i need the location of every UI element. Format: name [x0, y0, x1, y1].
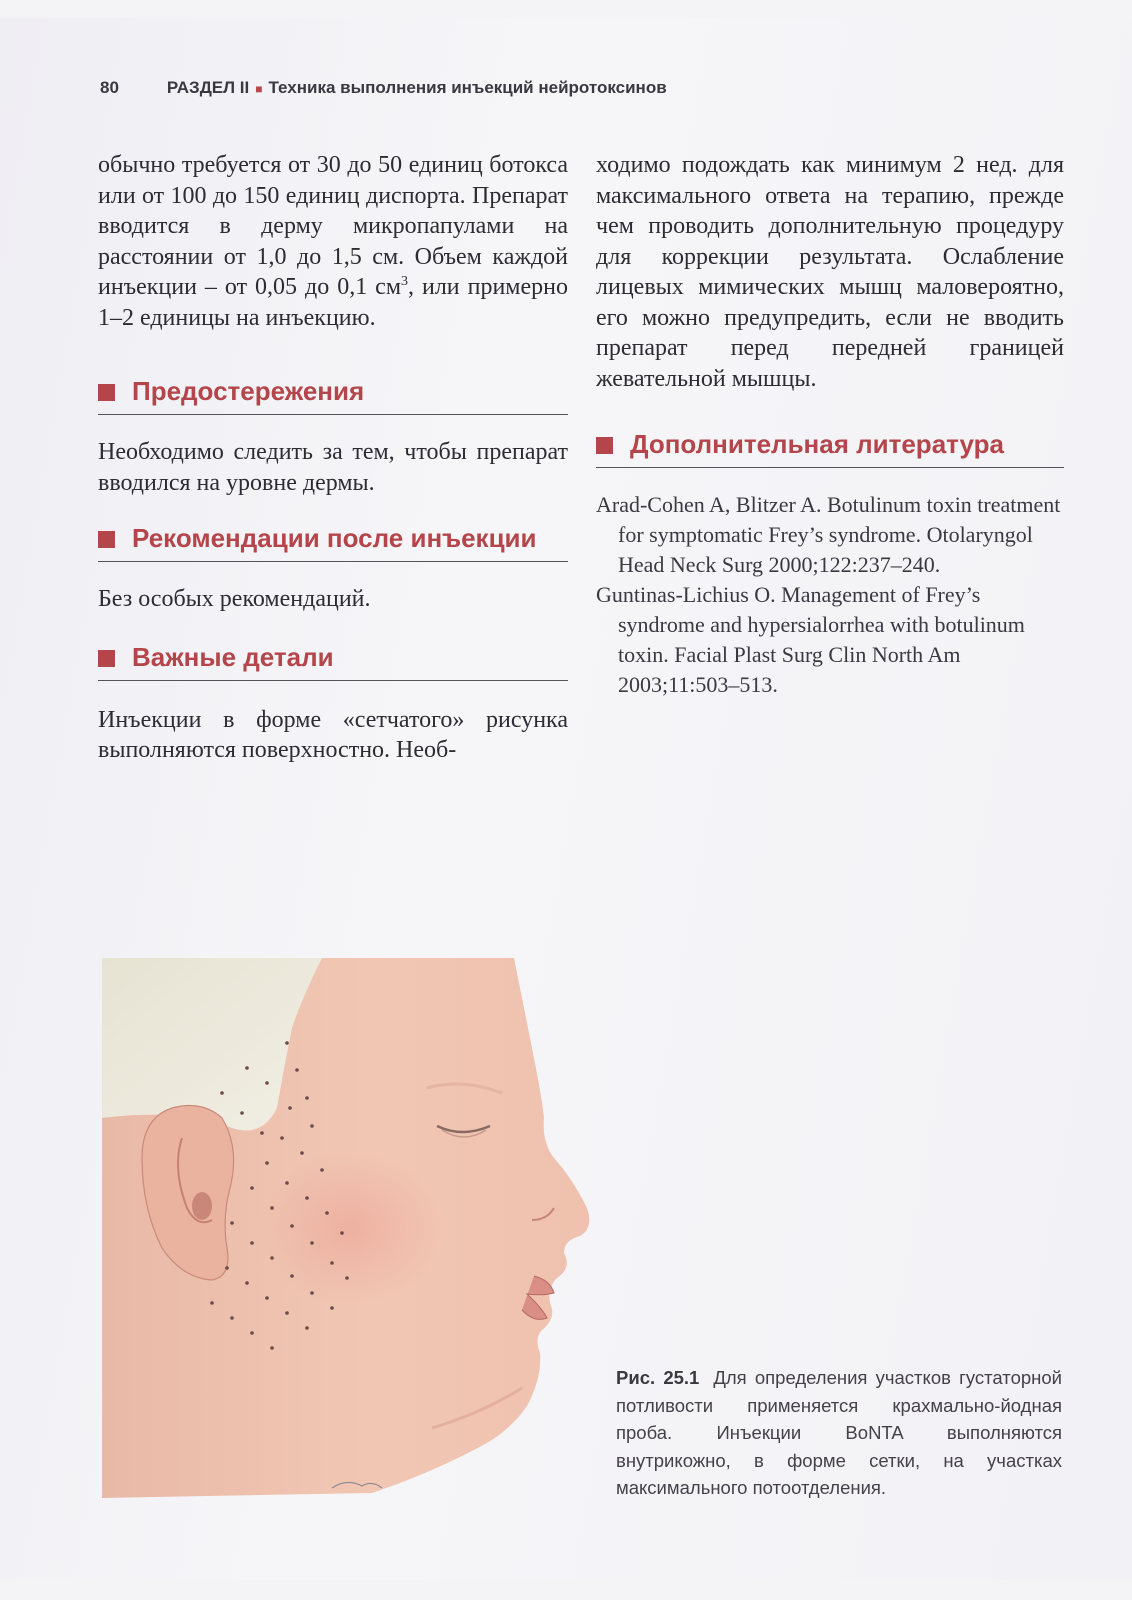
separator-square-icon: ■	[255, 82, 263, 96]
heading-text: Важные детали	[132, 641, 334, 672]
heading-text: Рекомендации после инъекции	[132, 523, 537, 553]
chapter-title: Техника выполнения инъекций нейротоксинов	[268, 78, 667, 97]
reference-list	[596, 490, 1064, 700]
section-label: РАЗДЕЛ II	[166, 78, 250, 97]
heading-text: Дополнительная литература	[630, 429, 1004, 459]
heading-square-icon	[98, 650, 115, 667]
precautions-text: Необходимо следить за тем, чтобы препарат вводился на уровне дермы.	[98, 439, 568, 496]
details-text: Инъекции в форме «сетчатого» рисунка выполняются поверхностно. Необ-	[98, 706, 568, 763]
intro-text: обычно требуется от 30 до 50 единиц ботокса или от 100 до 150 единиц диспорта. Препарат вводится в дерму микропапулами на расстоянии от 1,0 до 1,5 см. Объем каждой инъекции – от 0,05 до 0,1 см	[98, 152, 568, 300]
caption-text: Для определения участков густаторной потливости применяется крахмально-йодная проба. Инъекции BoNTA выполняются внутрикожно, в форме сетки, на участках максимального потоотделения.	[616, 1367, 1062, 1498]
section-heading-references	[596, 428, 1064, 468]
heading-text: Предостережения	[132, 376, 365, 406]
superscript: 3	[401, 274, 408, 289]
figure-label: Рис. 25.1	[616, 1367, 700, 1388]
heading-square-icon	[596, 437, 613, 454]
left-column	[98, 150, 568, 766]
section-heading-precautions	[98, 375, 568, 415]
running-head	[100, 78, 667, 98]
heading-square-icon	[98, 531, 115, 548]
face-illustration	[102, 958, 602, 1498]
heading-square-icon	[98, 384, 115, 401]
right-column	[596, 150, 1064, 700]
section-heading-aftercare	[98, 522, 568, 562]
figure-caption	[616, 1364, 1062, 1502]
face-injection-grid-drawing	[102, 958, 602, 1498]
book-page	[0, 18, 1132, 1580]
page-number: 80	[100, 78, 119, 97]
continued-paragraph: ходимо подождать как минимум 2 нед. для максимального ответа на терапию, прежде чем проводить дополнительную процедуру для коррекции результата. Ослабление лицевых мимических мышц маловероятно, его можно предупредить, если не вводить препарат перед передней границей жевательной мышцы.	[596, 152, 1064, 392]
aftercare-text: Без особых рекомендаций.	[98, 586, 371, 612]
reference-item: Guntinas-Lichius O. Management of Frey’s syndrome and hypersialorrhea with botulinum toxin. Facial Plast Surg Clin North Am 2003;11:503–513.	[596, 582, 1025, 697]
intro-tail: , или примерно 1–2 единицы на инъекцию.	[98, 274, 568, 331]
reference-item: Arad-Cohen A, Blitzer A. Botulinum toxin treatment for symptomatic Frey’s syndrome. Otolaryngol Head Neck Surg 2000;122:237–240.	[596, 492, 1061, 577]
section-heading-details	[98, 641, 568, 681]
intro-paragraph	[98, 150, 568, 333]
